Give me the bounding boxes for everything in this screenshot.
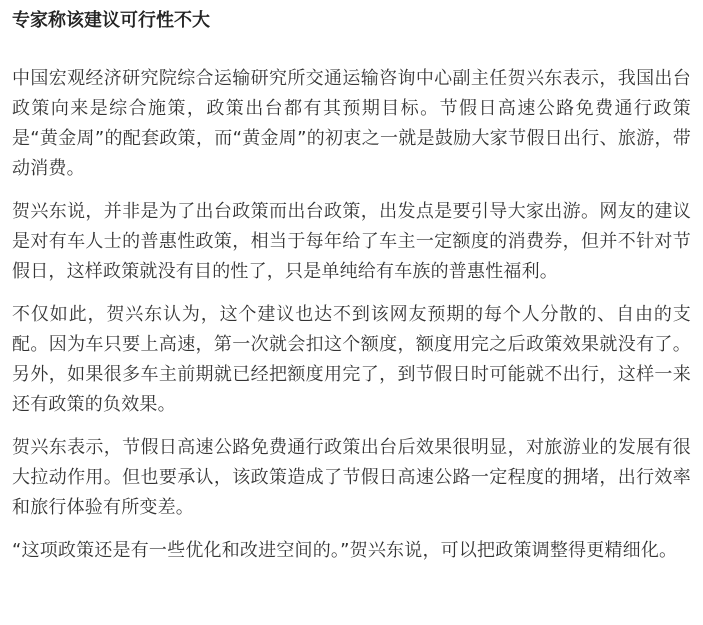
paragraph-1: 中国宏观经济研究院综合运输研究所交通运输咨询中心副主任贺兴东表示，我国出台政策向来是综合施策，政策出台都有其预期目标。节假日高速公路免费通行政策是“黄金周”的配套政策，而“黄金周”的初衷之一就是鼓励大家节假日出行、旅游，带动消费。 bbox=[12, 68, 691, 179]
paragraph-4: 贺兴东表示，节假日高速公路免费通行政策出台后效果很明显，对旅游业的发展有很大拉动作用。但也要承认，该政策造成了节假日高速公路一定程度的拥堵，出行效率和旅行体验有所变差。 bbox=[12, 437, 691, 518]
article-title: 专家称该建议可行性不大 bbox=[12, 10, 210, 31]
paragraph-3: 不仅如此，贺兴东认为，这个建议也达不到该网友预期的每个人分散的、自由的支配。因为车只要上高速，第一次就会扣这个额度，额度用完之后政策效果就没有了。另外，如果很多车主前期就已经把额度用完了，到节假日时可能就不出行，这样一来还有政策的负效果。 bbox=[12, 304, 691, 415]
paragraph-5: “这项政策还是有一些优化和改进空间的。”贺兴东说，可以把政策调整得更精细化。 bbox=[12, 540, 678, 561]
paragraph-2: 贺兴东说，并非是为了出台政策而出台政策，出发点是要引导大家出游。网友的建议是对有车人士的普惠性政策，相当于每年给了车主一定额度的消费券，但并不针对节假日，这样政策就没有目的性了，只是单纯给有车族的普惠性福利。 bbox=[12, 201, 691, 282]
